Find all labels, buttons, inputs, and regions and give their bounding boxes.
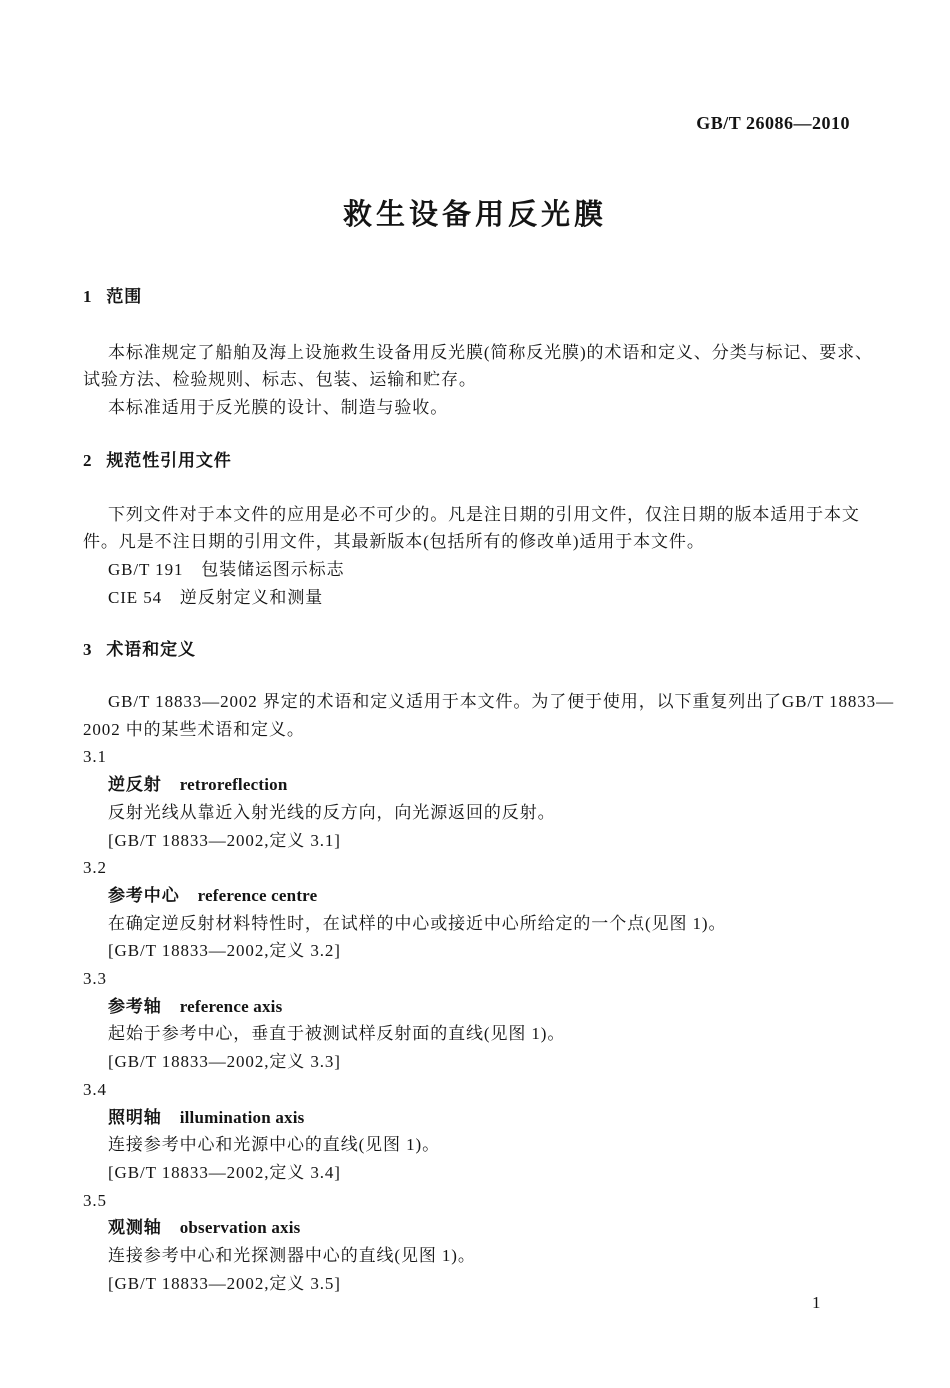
term-block-retroreflection — [83, 743, 873, 854]
term-number: 3.5 — [83, 1190, 107, 1210]
reference-item: GB/T 191 包装储运图示标志 — [108, 559, 345, 579]
term-english: reference axis — [179, 996, 283, 1016]
text-line: 试验方法、检验规则、标志、包装、运输和贮存。 — [83, 370, 477, 390]
term-number: 3.2 — [83, 858, 107, 878]
term-chinese: 逆反射 — [108, 775, 162, 795]
term-definition: 在确定逆反射材料特性时，在试样的中心或接近中心所给定的一个点(见图 1)。 — [108, 913, 727, 933]
term-chinese: 观测轴 — [108, 1218, 162, 1238]
text-line: 件。凡是不注日期的引用文件，其最新版本(包括所有的修改单)适用于本文件。 — [83, 532, 705, 552]
page-number: 1 — [812, 1293, 821, 1312]
term-definition: 反射光线从靠近入射光线的反方向，向光源返回的反射。 — [108, 802, 556, 822]
term-source: [GB/T 18833—2002,定义 3.4] — [108, 1162, 341, 1182]
term-source: [GB/T 18833—2002,定义 3.1] — [108, 830, 341, 850]
term-english: retroreflection — [179, 775, 288, 795]
term-title — [83, 993, 873, 1021]
section-heading-normative-references — [83, 447, 873, 475]
term-source: [GB/T 18833—2002,定义 3.3] — [108, 1052, 341, 1072]
document-body — [83, 283, 894, 1298]
term-title — [83, 882, 873, 910]
section-number: 3 — [83, 640, 93, 660]
section-number: 1 — [83, 287, 93, 306]
section-heading-text: 规范性引用文件 — [106, 450, 232, 470]
reference-item: CIE 54 逆反射定义和测量 — [108, 587, 324, 607]
section-number: 2 — [83, 450, 93, 470]
term-title — [83, 1214, 873, 1242]
section-heading-text: 范围 — [106, 287, 143, 306]
normative-references-paragraph — [83, 501, 873, 612]
term-english: reference centre — [197, 885, 318, 905]
term-number: 3.3 — [83, 969, 107, 989]
term-title — [83, 771, 873, 799]
term-english: observation axis — [179, 1218, 301, 1238]
term-source: [GB/T 18833—2002,定义 3.2] — [108, 941, 341, 961]
section-heading-text: 术语和定义 — [106, 640, 196, 660]
section-heading-terms-definitions — [83, 636, 873, 664]
text-line: 本标准适用于反光膜的设计、制造与验收。 — [108, 398, 449, 418]
term-definition: 起始于参考中心，垂直于被测试样反射面的直线(见图 1)。 — [108, 1024, 566, 1044]
text-line: 下列文件对于本文件的应用是必不可少的。凡是注日期的引用文件，仅注日期的版本适用于本文 — [108, 504, 860, 524]
term-number: 3.1 — [83, 747, 107, 767]
terms-intro-paragraph — [83, 688, 894, 743]
term-block-reference-centre — [83, 854, 873, 965]
section-heading-scope — [83, 283, 873, 311]
term-source: [GB/T 18833—2002,定义 3.5] — [108, 1273, 341, 1293]
document-title: 救生设备用反光膜 — [342, 199, 607, 231]
term-block-observation-axis — [83, 1187, 873, 1298]
term-chinese: 参考中心 — [108, 885, 180, 905]
term-english: illumination axis — [179, 1107, 305, 1127]
term-chinese: 参考轴 — [108, 996, 162, 1016]
term-title — [83, 1104, 873, 1132]
term-block-reference-axis — [83, 965, 873, 1076]
text-line: 本标准规定了船舶及海上设施救生设备用反光膜(简称反光膜)的术语和定义、分类与标记、要求、 — [108, 342, 873, 362]
term-number: 3.4 — [83, 1079, 107, 1099]
term-definition: 连接参考中心和光源中心的直线(见图 1)。 — [108, 1135, 440, 1155]
term-block-illumination-axis — [83, 1076, 873, 1187]
text-line: 2002 中的某些术语和定义。 — [83, 719, 305, 739]
text-line: GB/T 18833—2002 界定的术语和定义适用于本文件。为了便于使用，以下重复列出了GB/T 18833— — [108, 692, 894, 712]
terms-list — [83, 743, 873, 1297]
term-definition: 连接参考中心和光探测器中心的直线(见图 1)。 — [108, 1246, 476, 1266]
standard-code: GB/T 26086—2010 — [696, 113, 850, 133]
term-chinese: 照明轴 — [108, 1107, 162, 1127]
scope-paragraph — [83, 339, 873, 422]
